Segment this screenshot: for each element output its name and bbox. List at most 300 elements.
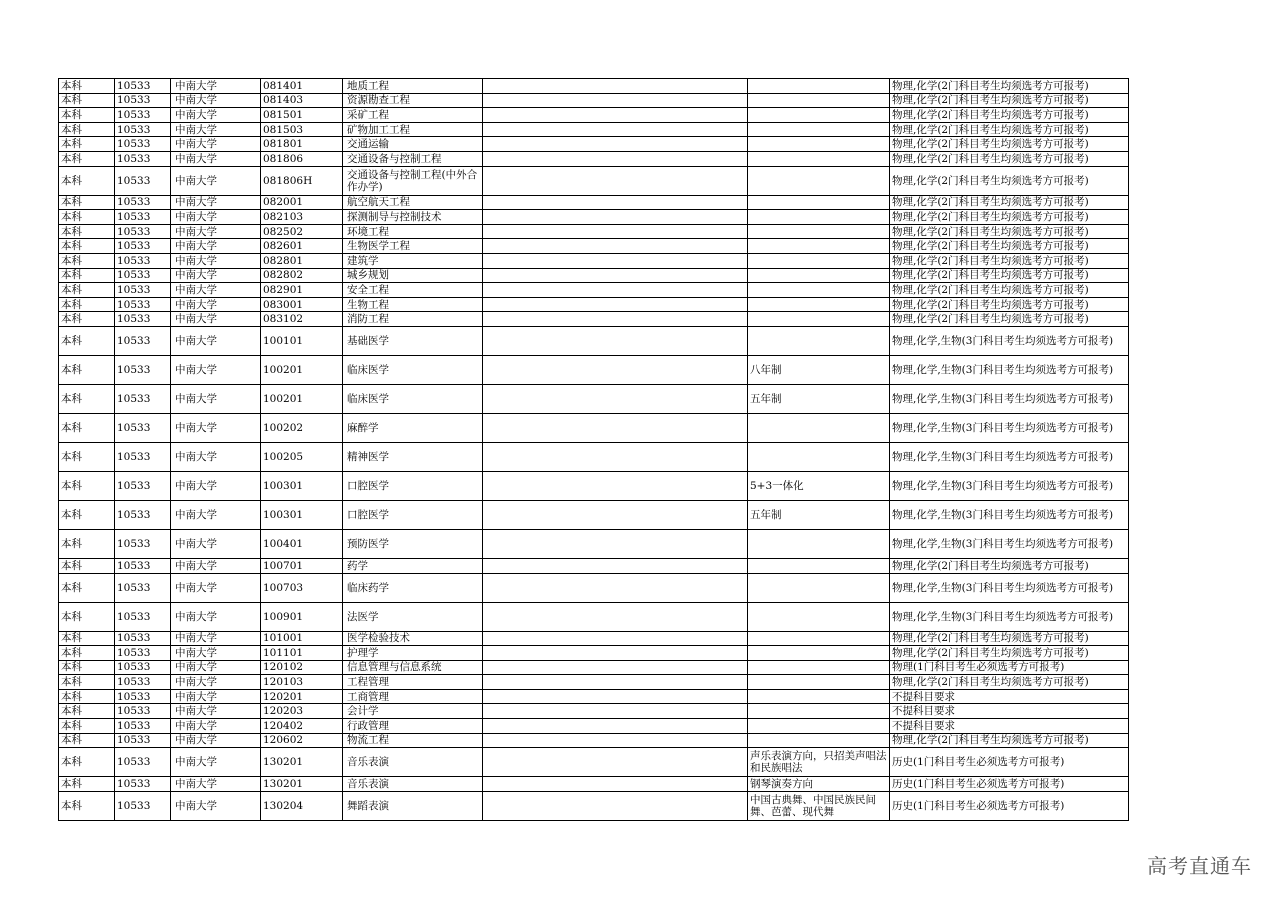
level-cell: 本科 xyxy=(59,413,115,442)
empty-cell xyxy=(483,646,748,661)
school-code-cell: 10533 xyxy=(115,777,171,792)
note-cell xyxy=(748,79,890,94)
school-code-cell: 10533 xyxy=(115,108,171,123)
table-row xyxy=(59,500,1129,529)
table-row xyxy=(59,777,1129,792)
level-cell: 本科 xyxy=(59,268,115,283)
school-code-cell: 10533 xyxy=(115,151,171,166)
major-code-cell: 082901 xyxy=(261,283,343,298)
major-name-cell: 环境工程 xyxy=(343,224,483,239)
level-cell: 本科 xyxy=(59,631,115,646)
requirement-cell: 物理,化学(2门科目考生均须选考方可报考) xyxy=(890,631,1129,646)
table-row xyxy=(59,442,1129,471)
note-cell xyxy=(748,689,890,704)
table-body xyxy=(59,79,1129,821)
school-name-cell: 中南大学 xyxy=(171,312,261,327)
school-name-cell: 中南大学 xyxy=(171,602,261,631)
note-cell xyxy=(748,151,890,166)
school-name-cell: 中南大学 xyxy=(171,355,261,384)
note-cell xyxy=(748,704,890,719)
school-name-cell: 中南大学 xyxy=(171,268,261,283)
note-cell xyxy=(748,675,890,690)
empty-cell xyxy=(483,224,748,239)
level-cell: 本科 xyxy=(59,660,115,675)
requirement-cell: 物理,化学(2门科目考生均须选考方可报考) xyxy=(890,558,1129,573)
school-name-cell: 中南大学 xyxy=(171,239,261,254)
table-row xyxy=(59,283,1129,298)
requirement-cell: 不提科目要求 xyxy=(890,689,1129,704)
school-code-cell: 10533 xyxy=(115,122,171,137)
school-code-cell: 10533 xyxy=(115,573,171,602)
note-cell xyxy=(748,224,890,239)
major-code-cell: 100901 xyxy=(261,602,343,631)
table-row xyxy=(59,108,1129,123)
school-code-cell: 10533 xyxy=(115,704,171,719)
requirement-cell: 物理,化学,生物(3门科目考生均须选考方可报考) xyxy=(890,573,1129,602)
school-code-cell: 10533 xyxy=(115,675,171,690)
major-name-cell: 药学 xyxy=(343,558,483,573)
school-name-cell: 中南大学 xyxy=(171,529,261,558)
major-name-cell: 采矿工程 xyxy=(343,108,483,123)
table-row xyxy=(59,733,1129,748)
major-code-cell: 082103 xyxy=(261,210,343,225)
requirement-cell: 物理(1门科目考生必须选考方可报考) xyxy=(890,660,1129,675)
requirement-cell: 物理,化学(2门科目考生均须选考方可报考) xyxy=(890,166,1129,195)
empty-cell xyxy=(483,384,748,413)
school-name-cell: 中南大学 xyxy=(171,500,261,529)
school-name-cell: 中南大学 xyxy=(171,660,261,675)
school-code-cell: 10533 xyxy=(115,239,171,254)
major-name-cell: 预防医学 xyxy=(343,529,483,558)
requirement-cell: 物理,化学(2门科目考生均须选考方可报考) xyxy=(890,283,1129,298)
major-code-cell: 130201 xyxy=(261,748,343,777)
requirement-cell: 物理,化学(2门科目考生均须选考方可报考) xyxy=(890,195,1129,210)
table-row xyxy=(59,413,1129,442)
empty-cell xyxy=(483,253,748,268)
major-code-cell: 120103 xyxy=(261,675,343,690)
requirement-cell: 物理,化学(2门科目考生均须选考方可报考) xyxy=(890,137,1129,152)
major-code-cell: 130201 xyxy=(261,777,343,792)
empty-cell xyxy=(483,413,748,442)
note-cell: 5+3一体化 xyxy=(748,471,890,500)
note-cell xyxy=(748,719,890,734)
school-code-cell: 10533 xyxy=(115,137,171,152)
school-name-cell: 中南大学 xyxy=(171,719,261,734)
major-code-cell: 100301 xyxy=(261,471,343,500)
school-code-cell: 10533 xyxy=(115,748,171,777)
table-row xyxy=(59,719,1129,734)
table-row xyxy=(59,689,1129,704)
note-cell xyxy=(748,93,890,108)
note-cell xyxy=(748,733,890,748)
major-code-cell: 081501 xyxy=(261,108,343,123)
level-cell: 本科 xyxy=(59,137,115,152)
requirement-cell: 物理,化学(2门科目考生均须选考方可报考) xyxy=(890,268,1129,283)
note-cell xyxy=(748,631,890,646)
major-name-cell: 临床医学 xyxy=(343,355,483,384)
school-name-cell: 中南大学 xyxy=(171,297,261,312)
major-code-cell: 082802 xyxy=(261,268,343,283)
empty-cell xyxy=(483,660,748,675)
level-cell: 本科 xyxy=(59,733,115,748)
school-code-cell: 10533 xyxy=(115,791,171,820)
major-code-cell: 100101 xyxy=(261,326,343,355)
school-code-cell: 10533 xyxy=(115,719,171,734)
table-row xyxy=(59,675,1129,690)
level-cell: 本科 xyxy=(59,108,115,123)
major-name-cell: 临床医学 xyxy=(343,384,483,413)
note-cell xyxy=(748,326,890,355)
school-name-cell: 中南大学 xyxy=(171,326,261,355)
empty-cell xyxy=(483,704,748,719)
school-name-cell: 中南大学 xyxy=(171,122,261,137)
school-code-cell: 10533 xyxy=(115,93,171,108)
major-code-cell: 081401 xyxy=(261,79,343,94)
school-name-cell: 中南大学 xyxy=(171,748,261,777)
requirement-cell: 物理,化学(2门科目考生均须选考方可报考) xyxy=(890,239,1129,254)
major-code-cell: 082801 xyxy=(261,253,343,268)
note-cell xyxy=(748,122,890,137)
table-row xyxy=(59,660,1129,675)
major-code-cell: 120402 xyxy=(261,719,343,734)
empty-cell xyxy=(483,210,748,225)
empty-cell xyxy=(483,748,748,777)
school-code-cell: 10533 xyxy=(115,442,171,471)
school-name-cell: 中南大学 xyxy=(171,151,261,166)
note-cell: 声乐表演方向，只招美声唱法和民族唱法 xyxy=(748,748,890,777)
major-name-cell: 音乐表演 xyxy=(343,777,483,792)
major-name-cell: 物流工程 xyxy=(343,733,483,748)
school-code-cell: 10533 xyxy=(115,195,171,210)
note-cell: 钢琴演奏方向 xyxy=(748,777,890,792)
major-name-cell: 口腔医学 xyxy=(343,471,483,500)
requirement-cell: 不提科目要求 xyxy=(890,719,1129,734)
note-cell xyxy=(748,195,890,210)
major-code-cell: 130204 xyxy=(261,791,343,820)
empty-cell xyxy=(483,719,748,734)
requirement-cell: 物理,化学(2门科目考生均须选考方可报考) xyxy=(890,122,1129,137)
table-row xyxy=(59,297,1129,312)
school-name-cell: 中南大学 xyxy=(171,166,261,195)
school-name-cell: 中南大学 xyxy=(171,79,261,94)
major-name-cell: 音乐表演 xyxy=(343,748,483,777)
table-row xyxy=(59,646,1129,661)
empty-cell xyxy=(483,777,748,792)
note-cell xyxy=(748,239,890,254)
level-cell: 本科 xyxy=(59,646,115,661)
note-cell xyxy=(748,413,890,442)
empty-cell xyxy=(483,93,748,108)
major-name-cell: 舞蹈表演 xyxy=(343,791,483,820)
level-cell: 本科 xyxy=(59,253,115,268)
table-row xyxy=(59,631,1129,646)
school-code-cell: 10533 xyxy=(115,558,171,573)
school-code-cell: 10533 xyxy=(115,646,171,661)
school-code-cell: 10533 xyxy=(115,529,171,558)
school-name-cell: 中南大学 xyxy=(171,108,261,123)
note-cell xyxy=(748,253,890,268)
major-code-cell: 100701 xyxy=(261,558,343,573)
major-name-cell: 基础医学 xyxy=(343,326,483,355)
requirement-cell: 物理,化学(2门科目考生均须选考方可报考) xyxy=(890,108,1129,123)
school-code-cell: 10533 xyxy=(115,355,171,384)
school-name-cell: 中南大学 xyxy=(171,93,261,108)
empty-cell xyxy=(483,791,748,820)
note-cell: 五年制 xyxy=(748,500,890,529)
empty-cell xyxy=(483,689,748,704)
level-cell: 本科 xyxy=(59,166,115,195)
major-name-cell: 资源勘查工程 xyxy=(343,93,483,108)
note-cell: 八年制 xyxy=(748,355,890,384)
empty-cell xyxy=(483,529,748,558)
major-code-cell: 082502 xyxy=(261,224,343,239)
major-code-cell: 100401 xyxy=(261,529,343,558)
school-code-cell: 10533 xyxy=(115,733,171,748)
school-name-cell: 中南大学 xyxy=(171,777,261,792)
level-cell: 本科 xyxy=(59,704,115,719)
school-name-cell: 中南大学 xyxy=(171,471,261,500)
note-cell: 五年制 xyxy=(748,384,890,413)
school-name-cell: 中南大学 xyxy=(171,675,261,690)
school-code-cell: 10533 xyxy=(115,166,171,195)
requirement-cell: 物理,化学,生物(3门科目考生均须选考方可报考) xyxy=(890,355,1129,384)
major-code-cell: 081806H xyxy=(261,166,343,195)
empty-cell xyxy=(483,108,748,123)
school-code-cell: 10533 xyxy=(115,471,171,500)
requirement-cell: 物理,化学,生物(3门科目考生均须选考方可报考) xyxy=(890,471,1129,500)
requirement-cell: 物理,化学(2门科目考生均须选考方可报考) xyxy=(890,93,1129,108)
requirement-cell: 物理,化学(2门科目考生均须选考方可报考) xyxy=(890,675,1129,690)
major-name-cell: 信息管理与信息系统 xyxy=(343,660,483,675)
note-cell xyxy=(748,283,890,298)
table-row xyxy=(59,573,1129,602)
table-row xyxy=(59,210,1129,225)
school-name-cell: 中南大学 xyxy=(171,195,261,210)
level-cell: 本科 xyxy=(59,384,115,413)
major-code-cell: 101101 xyxy=(261,646,343,661)
major-code-cell: 082601 xyxy=(261,239,343,254)
major-name-cell: 精神医学 xyxy=(343,442,483,471)
level-cell: 本科 xyxy=(59,210,115,225)
major-code-cell: 100202 xyxy=(261,413,343,442)
requirement-cell: 物理,化学(2门科目考生均须选考方可报考) xyxy=(890,312,1129,327)
school-code-cell: 10533 xyxy=(115,326,171,355)
empty-cell xyxy=(483,500,748,529)
table-row xyxy=(59,704,1129,719)
level-cell: 本科 xyxy=(59,529,115,558)
major-code-cell: 101001 xyxy=(261,631,343,646)
school-name-cell: 中南大学 xyxy=(171,631,261,646)
school-code-cell: 10533 xyxy=(115,297,171,312)
empty-cell xyxy=(483,137,748,152)
school-code-cell: 10533 xyxy=(115,312,171,327)
empty-cell xyxy=(483,675,748,690)
note-cell xyxy=(748,268,890,283)
major-name-cell: 行政管理 xyxy=(343,719,483,734)
major-code-cell: 100301 xyxy=(261,500,343,529)
school-name-cell: 中南大学 xyxy=(171,224,261,239)
major-code-cell: 120602 xyxy=(261,733,343,748)
level-cell: 本科 xyxy=(59,777,115,792)
major-requirements-table xyxy=(58,78,1129,821)
table-row xyxy=(59,355,1129,384)
school-code-cell: 10533 xyxy=(115,689,171,704)
level-cell: 本科 xyxy=(59,297,115,312)
level-cell: 本科 xyxy=(59,675,115,690)
note-cell: 中国古典舞、中国民族民间舞、芭蕾、现代舞 xyxy=(748,791,890,820)
level-cell: 本科 xyxy=(59,442,115,471)
requirement-cell: 物理,化学(2门科目考生均须选考方可报考) xyxy=(890,297,1129,312)
major-name-cell: 会计学 xyxy=(343,704,483,719)
major-name-cell: 生物医学工程 xyxy=(343,239,483,254)
requirement-cell: 物理,化学,生物(3门科目考生均须选考方可报考) xyxy=(890,442,1129,471)
table-row xyxy=(59,748,1129,777)
major-name-cell: 探测制导与控制技术 xyxy=(343,210,483,225)
table-row xyxy=(59,122,1129,137)
school-code-cell: 10533 xyxy=(115,631,171,646)
empty-cell xyxy=(483,195,748,210)
table-row xyxy=(59,312,1129,327)
table-row xyxy=(59,268,1129,283)
school-name-cell: 中南大学 xyxy=(171,704,261,719)
level-cell: 本科 xyxy=(59,558,115,573)
major-name-cell: 法医学 xyxy=(343,602,483,631)
major-name-cell: 矿物加工工程 xyxy=(343,122,483,137)
table-row xyxy=(59,239,1129,254)
empty-cell xyxy=(483,602,748,631)
major-name-cell: 消防工程 xyxy=(343,312,483,327)
major-code-cell: 120203 xyxy=(261,704,343,719)
school-code-cell: 10533 xyxy=(115,660,171,675)
major-code-cell: 100703 xyxy=(261,573,343,602)
level-cell: 本科 xyxy=(59,791,115,820)
table-row xyxy=(59,326,1129,355)
empty-cell xyxy=(483,151,748,166)
note-cell xyxy=(748,602,890,631)
table-row xyxy=(59,195,1129,210)
level-cell: 本科 xyxy=(59,602,115,631)
school-code-cell: 10533 xyxy=(115,283,171,298)
table-row xyxy=(59,253,1129,268)
major-code-cell: 083102 xyxy=(261,312,343,327)
requirement-cell: 物理,化学,生物(3门科目考生均须选考方可报考) xyxy=(890,326,1129,355)
major-code-cell: 082001 xyxy=(261,195,343,210)
level-cell: 本科 xyxy=(59,471,115,500)
major-name-cell: 建筑学 xyxy=(343,253,483,268)
level-cell: 本科 xyxy=(59,122,115,137)
school-name-cell: 中南大学 xyxy=(171,253,261,268)
school-code-cell: 10533 xyxy=(115,210,171,225)
table-row xyxy=(59,384,1129,413)
school-name-cell: 中南大学 xyxy=(171,573,261,602)
major-name-cell: 地质工程 xyxy=(343,79,483,94)
watermark: 高考直通车 xyxy=(1147,854,1252,878)
requirement-cell: 物理,化学(2门科目考生均须选考方可报考) xyxy=(890,79,1129,94)
requirement-cell: 不提科目要求 xyxy=(890,704,1129,719)
table-row xyxy=(59,93,1129,108)
note-cell xyxy=(748,297,890,312)
school-name-cell: 中南大学 xyxy=(171,137,261,152)
major-name-cell: 交通运输 xyxy=(343,137,483,152)
table-row xyxy=(59,529,1129,558)
empty-cell xyxy=(483,733,748,748)
note-cell xyxy=(748,646,890,661)
empty-cell xyxy=(483,442,748,471)
major-name-cell: 安全工程 xyxy=(343,283,483,298)
empty-cell xyxy=(483,558,748,573)
note-cell xyxy=(748,660,890,675)
requirement-cell: 物理,化学(2门科目考生均须选考方可报考) xyxy=(890,151,1129,166)
school-code-cell: 10533 xyxy=(115,79,171,94)
requirement-cell: 物理,化学,生物(3门科目考生均须选考方可报考) xyxy=(890,413,1129,442)
note-cell xyxy=(748,166,890,195)
level-cell: 本科 xyxy=(59,224,115,239)
requirement-cell: 物理,化学(2门科目考生均须选考方可报考) xyxy=(890,646,1129,661)
empty-cell xyxy=(483,166,748,195)
empty-cell xyxy=(483,268,748,283)
table-row xyxy=(59,224,1129,239)
table-row xyxy=(59,558,1129,573)
school-code-cell: 10533 xyxy=(115,602,171,631)
requirement-cell: 历史(1门科目考生必须选考方可报考) xyxy=(890,777,1129,792)
level-cell: 本科 xyxy=(59,151,115,166)
requirement-cell: 物理,化学,生物(3门科目考生均须选考方可报考) xyxy=(890,602,1129,631)
note-cell xyxy=(748,442,890,471)
level-cell: 本科 xyxy=(59,573,115,602)
table-row xyxy=(59,471,1129,500)
note-cell xyxy=(748,573,890,602)
requirement-cell: 物理,化学(2门科目考生均须选考方可报考) xyxy=(890,253,1129,268)
level-cell: 本科 xyxy=(59,79,115,94)
requirement-cell: 历史(1门科目考生必须选考方可报考) xyxy=(890,748,1129,777)
major-name-cell: 生物工程 xyxy=(343,297,483,312)
level-cell: 本科 xyxy=(59,93,115,108)
level-cell: 本科 xyxy=(59,326,115,355)
major-name-cell: 工程管理 xyxy=(343,675,483,690)
empty-cell xyxy=(483,297,748,312)
level-cell: 本科 xyxy=(59,312,115,327)
requirement-cell: 物理,化学(2门科目考生均须选考方可报考) xyxy=(890,224,1129,239)
school-code-cell: 10533 xyxy=(115,268,171,283)
major-code-cell: 100201 xyxy=(261,355,343,384)
requirement-cell: 物理,化学,生物(3门科目考生均须选考方可报考) xyxy=(890,500,1129,529)
level-cell: 本科 xyxy=(59,283,115,298)
table-row xyxy=(59,791,1129,820)
school-name-cell: 中南大学 xyxy=(171,791,261,820)
school-name-cell: 中南大学 xyxy=(171,689,261,704)
major-code-cell: 081503 xyxy=(261,122,343,137)
requirement-cell: 物理,化学(2门科目考生均须选考方可报考) xyxy=(890,733,1129,748)
empty-cell xyxy=(483,573,748,602)
major-code-cell: 081403 xyxy=(261,93,343,108)
empty-cell xyxy=(483,326,748,355)
level-cell: 本科 xyxy=(59,689,115,704)
table-row xyxy=(59,151,1129,166)
requirement-cell: 物理,化学,生物(3门科目考生均须选考方可报考) xyxy=(890,529,1129,558)
major-name-cell: 麻醉学 xyxy=(343,413,483,442)
school-name-cell: 中南大学 xyxy=(171,733,261,748)
major-name-cell: 工商管理 xyxy=(343,689,483,704)
note-cell xyxy=(748,529,890,558)
empty-cell xyxy=(483,283,748,298)
table-row xyxy=(59,79,1129,94)
major-code-cell: 081806 xyxy=(261,151,343,166)
major-code-cell: 083001 xyxy=(261,297,343,312)
requirement-cell: 物理,化学(2门科目考生均须选考方可报考) xyxy=(890,210,1129,225)
note-cell xyxy=(748,558,890,573)
level-cell: 本科 xyxy=(59,719,115,734)
level-cell: 本科 xyxy=(59,195,115,210)
